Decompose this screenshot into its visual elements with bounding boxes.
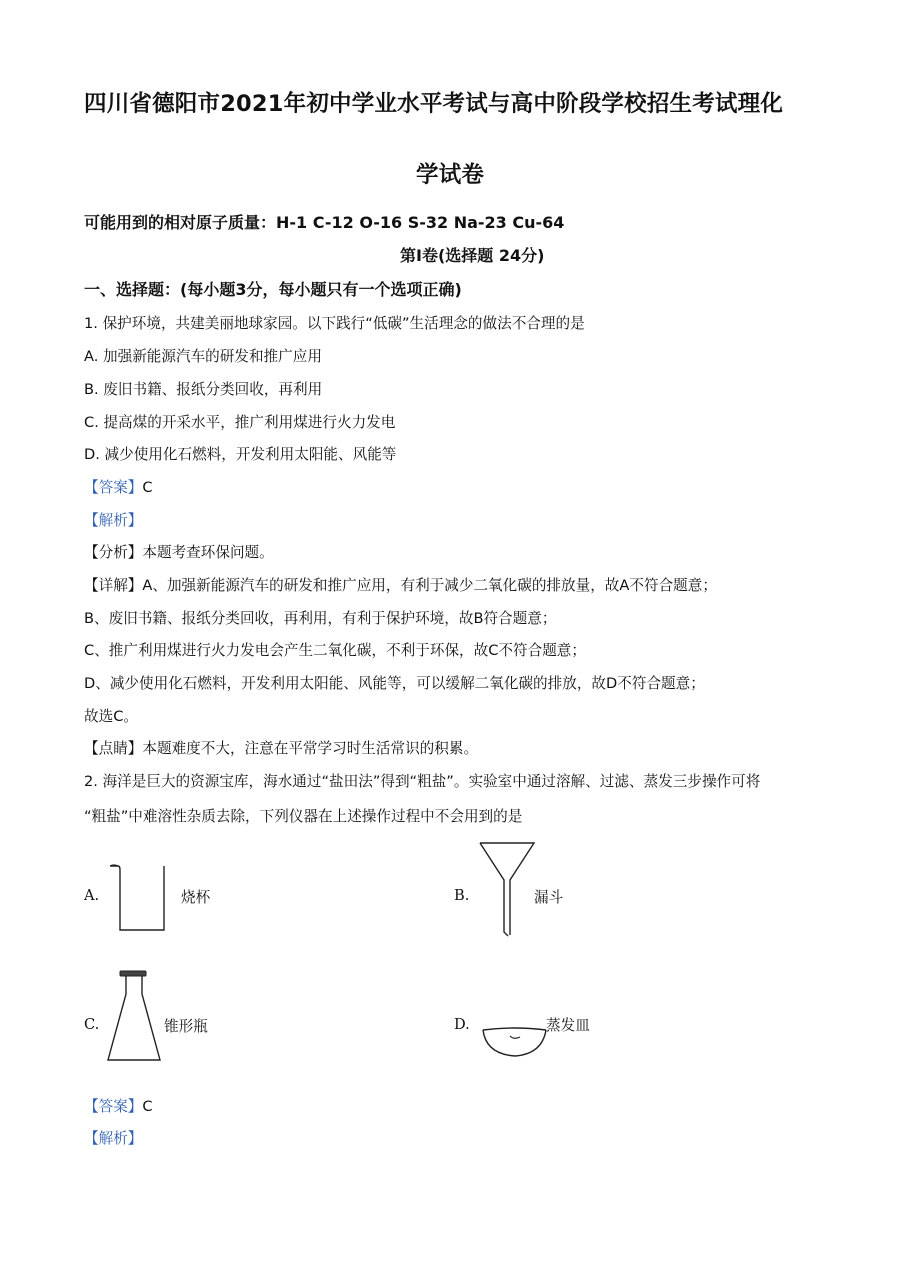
xiangjie-text: A、加强新能源汽车的研发和推广应用，有利于减少二氧化碳的排放量，故A不符合题意；: [142, 577, 717, 594]
conical-flask-icon: [104, 968, 164, 1064]
fenxi-text: 本题考查环保问题。: [142, 544, 274, 561]
question-1-detail-line-3: C、推广利用煤进行火力发电会产生二氧化碳，不利于环保，故C不符合题意；: [84, 642, 586, 659]
question-2-option-d-letter: D.: [454, 1016, 470, 1033]
question-1-stem: 1. 保护环境，共建美丽地球家园。以下践行“低碳”生活理念的做法不合理的是: [84, 315, 585, 332]
question-1-dianjing: [84, 737, 478, 758]
question-2-option-b-name: 漏斗: [534, 889, 564, 906]
question-2-option-b-letter: B.: [454, 887, 470, 904]
page-title-line-1: 四川省德阳市2021年初中学业水平考试与高中阶段学校招生考试理化: [84, 91, 784, 117]
question-1-option-a: A. 加强新能源汽车的研发和推广应用: [84, 348, 322, 365]
answer-tag: 【答案】: [84, 1098, 143, 1115]
question-1-option-d: D. 减少使用化石燃料，开发利用太阳能、风能等: [84, 446, 397, 463]
question-2-analysis-tag: 【解析】: [84, 1130, 143, 1147]
section-heading: 第Ⅰ卷(选择题 24分): [400, 246, 545, 265]
answer-value: C: [142, 1098, 153, 1115]
question-2-option-d-name: 蒸发皿: [546, 1017, 590, 1034]
page-title-line-2: 学试卷: [416, 162, 485, 188]
question-2-option-c-letter: C.: [84, 1016, 100, 1033]
question-2-stem-line-1: 2. 海洋是巨大的资源宝库，海水通过“盐田法”得到“粗盐”。实验室中通过溶解、过滤、蒸发三步操作可将: [84, 773, 761, 790]
answer-tag: 【答案】: [84, 479, 143, 496]
question-1-detail-line-2: B、废旧书籍、报纸分类回收，再利用，有利于保护环境，故B符合题意；: [84, 610, 557, 627]
question-1-detail-line-1: [84, 574, 717, 595]
beaker-icon: [104, 860, 170, 935]
question-2-option-c-name: 锥形瓶: [164, 1018, 208, 1035]
question-1-analysis-tag: 【解析】: [84, 512, 143, 529]
answer-value: C: [142, 479, 153, 496]
question-2-answer: [84, 1095, 153, 1116]
dianjing-tag: 【点睛】: [84, 740, 143, 757]
question-1-option-c: C. 提高煤的开采水平，推广利用煤进行火力发电: [84, 414, 396, 431]
question-1-fenxi: [84, 541, 274, 562]
funnel-icon: [478, 840, 538, 940]
dianjing-text: 本题难度不大，注意在平常学习时生活常识的积累。: [142, 740, 479, 757]
xiangjie-tag: 【详解】: [84, 577, 143, 594]
question-1-answer: [84, 476, 153, 497]
question-2-stem-line-2: “粗盐”中难溶性杂质去除，下列仪器在上述操作过程中不会用到的是: [84, 808, 523, 825]
fenxi-tag: 【分析】: [84, 544, 143, 561]
question-1-detail-line-4: D、减少使用化石燃料，开发利用太阳能、风能等，可以缓解二氧化碳的排放，故D不符合题意；: [84, 675, 705, 692]
atomic-mass-line: 可能用到的相对原子质量：H-1 C-12 O-16 S-32 Na-23 Cu-64: [84, 213, 565, 232]
part-heading: 一、选择题：(每小题3分，每小题只有一个选项正确): [84, 280, 462, 299]
question-1-conclusion: 故选C。: [84, 708, 138, 725]
evaporating-dish-icon: [480, 1024, 550, 1060]
question-1-option-b: B. 废旧书籍、报纸分类回收，再利用: [84, 381, 323, 398]
question-2-option-a-name: 烧杯: [181, 889, 211, 906]
question-2-option-a-letter: A.: [84, 887, 100, 904]
